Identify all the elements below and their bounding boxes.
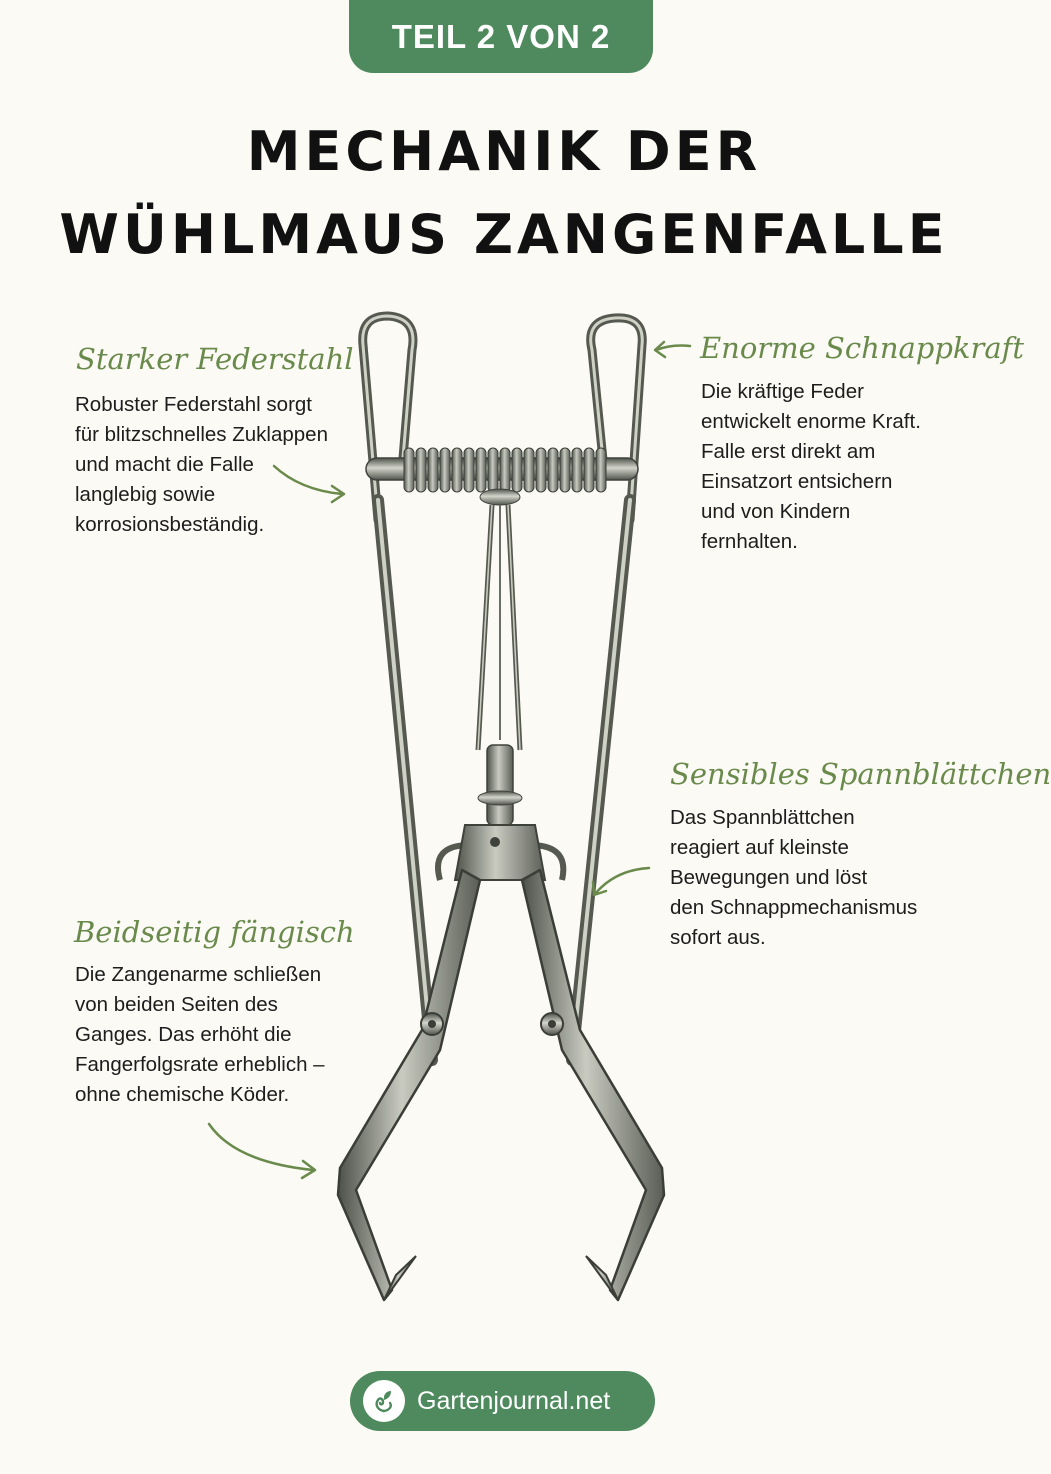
trigger-plate [455, 825, 545, 880]
page-title-line-1: MECHANIK DER [246, 120, 762, 183]
arrow-trigger-plate [585, 862, 655, 902]
leaf-icon [363, 1380, 405, 1422]
arrow-spring-steel [270, 460, 360, 510]
page-title-line-2: WÜHLMAUS ZANGENFALLE [59, 203, 949, 266]
annotation-text-spring-steel: Robuster Federstahl sorgt für blitzschnelles Zuklappen und macht die Falle langlebig sowie korrosionsbeständig. [75, 393, 328, 536]
arrow-two-sided [205, 1118, 325, 1188]
part-badge: TEIL 2 VON 2 [349, 0, 653, 73]
site-badge[interactable] [350, 1371, 655, 1431]
coil-spring [404, 448, 606, 492]
trigger-pin [487, 745, 513, 825]
annotation-heading-spring-steel: Starker Federstahl [76, 342, 354, 376]
annotation-heading-two-sided: Beidseitig fängisch [74, 915, 355, 949]
annotation-heading-snap-force: Enorme Schnappkraft [700, 331, 1025, 365]
annotation-text-snap-force: Die kräftige Feder entwickelt enorme Kraft. Falle erst direkt am Einsatzort entsichern und von Kindern fernhalten. [701, 380, 921, 553]
left-jaw-arm [338, 870, 480, 1300]
site-name: Gartenjournal.net [417, 1386, 611, 1415]
right-jaw-arm [522, 870, 664, 1300]
annotation-text-two-sided: Die Zangenarme schließen von beiden Seiten des Ganges. Das erhöht die Fangerfolgsrate erheblich – ohne chemische Köder. [75, 963, 325, 1106]
annotation-text-trigger-plate: Das Spannblättchen reagiert auf kleinste Bewegungen und löst den Schnappmechanismus sofort aus. [670, 806, 918, 949]
annotation-heading-trigger-plate: Sensibles Spannblättchen [670, 757, 1051, 791]
arrow-snap-force [650, 338, 695, 363]
